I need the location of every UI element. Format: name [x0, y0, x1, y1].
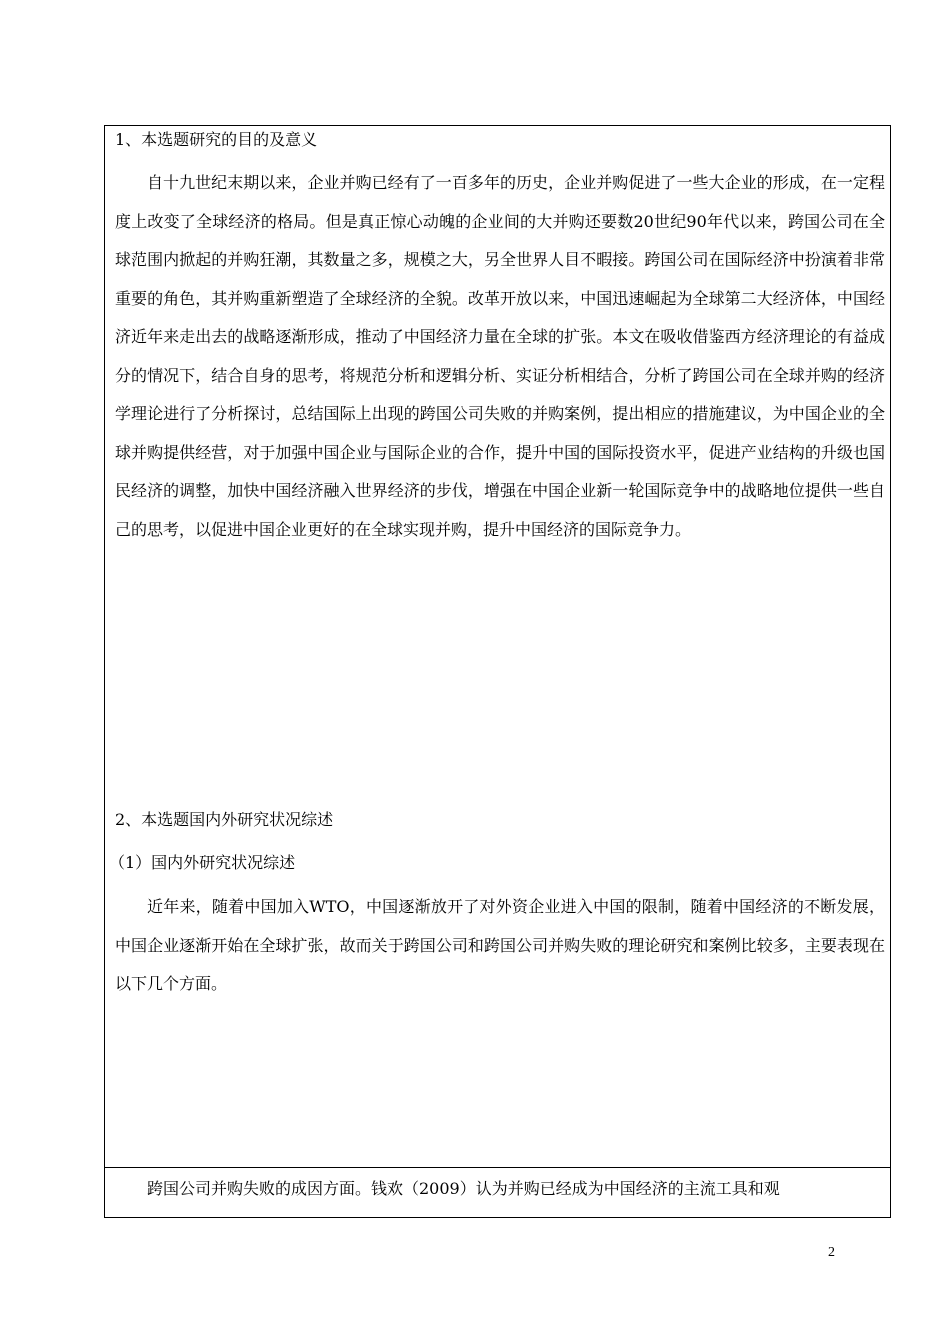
section-1-heading: 1、本选题研究的目的及意义: [115, 130, 318, 149]
section-2-paragraph: 近年来，随着中国加入WTO，中国逐渐放开了对外资企业进入中国的限制，随着中国经济的不断发展，中国企业逐渐开始在全球扩张，故而关于跨国公司和跨国公司并购失败的理论研究和案例比较多，主要表现在以下几个方面。: [115, 897, 885, 993]
continuation-text: 跨国公司并购失败的成因方面。钱欢（2009）认为并购已经成为中国经济的主流工具和观: [147, 1179, 780, 1198]
section-2-heading: 2、本选题国内外研究状况综述: [115, 810, 334, 829]
section-2-subheading: （1）国内外研究状况综述: [109, 853, 296, 872]
page-number: 2: [828, 1245, 835, 1260]
table-row-divider: [105, 1167, 890, 1168]
form-table-frame: [104, 125, 891, 1218]
section-1-paragraph: 自十九世纪末期以来，企业并购已经有了一百多年的历史，企业并购促进了一些大企业的形成，在一定程度上改变了全球经济的格局。但是真正惊心动魄的企业间的大并购还要数20世纪90年代以来，跨国公司在全球范围内掀起的并购狂潮，其数量之多，规模之大，另全世界人目不暇接。跨国公司在国际经济中扮演着非常重要的角色，其并购重新塑造了全球经济的全貌。改革开放以来，中国迅速崛起为全球第二大经济体，中国经济近年来走出去的战略逐渐形成，推动了中国经济力量在全球的扩张。本文在吸收借鉴西方经济理论的有益成分的情况下，结合自身的思考，将规范分析和逻辑分析、实证分析相结合，分析了跨国公司在全球并购的经济学理论进行了分析探讨，总结国际上出现的跨国公司失败的并购案例，提出相应的措施建议，为中国企业的全球并购提供经营，对于加强中国企业与国际企业的合作，提升中国的国际投资水平，促进产业结构的升级也国民经济的调整，加快中国经济融入世界经济的步伐，增强在中国企业新一轮国际竞争中的战略地位提供一些自己的思考，以促进中国企业更好的在全球实现并购，提升中国经济的国际竞争力。: [115, 173, 885, 539]
